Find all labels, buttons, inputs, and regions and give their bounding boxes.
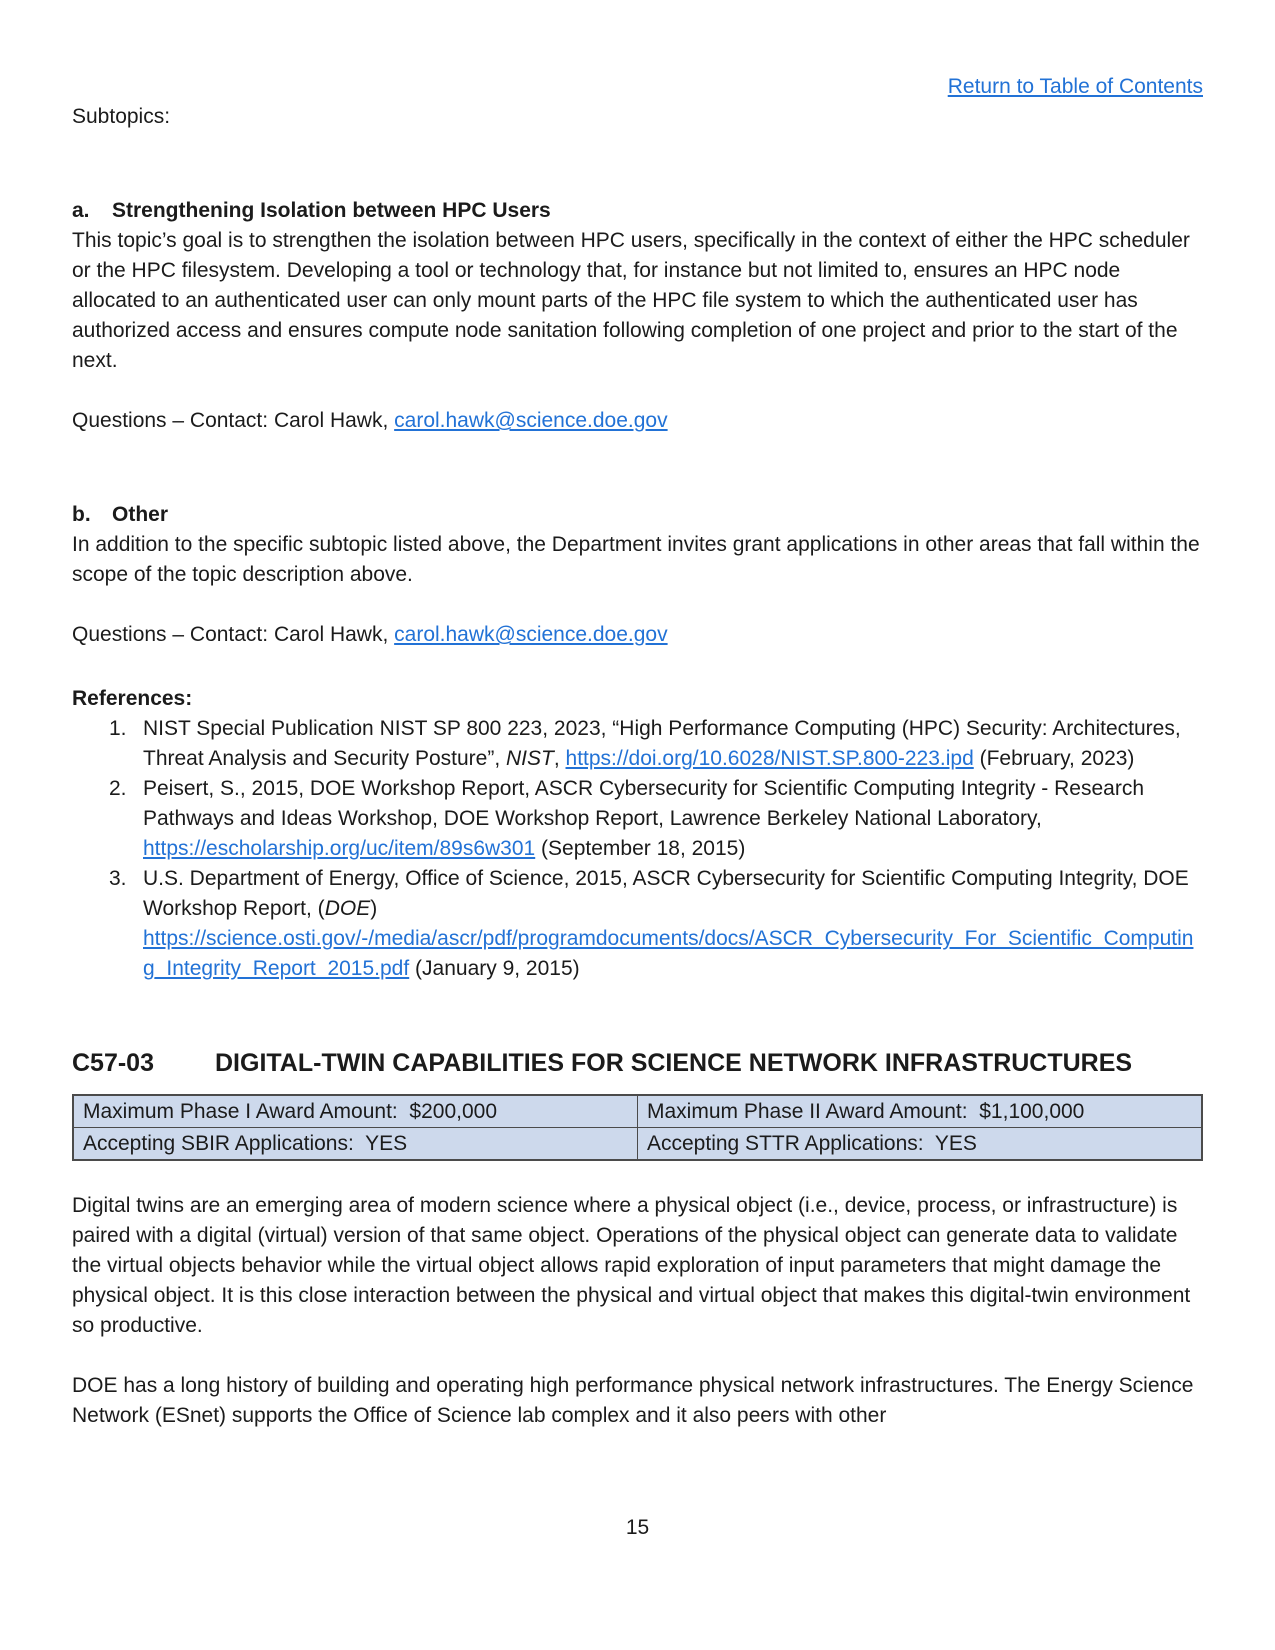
toc-link-row [72,0,1203,102]
topic-heading [72,1046,1203,1080]
subtopic-a-title: Strengthening Isolation between HPC Users [112,199,551,222]
reference-link[interactable]: https://doi.org/10.6028/NIST.SP.800-223.ipd [565,747,974,770]
award-table [72,1094,1203,1161]
reference-text: ) [370,897,378,920]
topic-paragraph: Digital twins are an emerging area of modern science where a physical object (i.e., device, process, or infrastructure) is paired with a digital (virtual) version of that same object. Operations of the physical object can generate data to validate the virtual objects behavior while the virtual object allows rapid exploration of input parameters that might damage the physical object. It is this close interaction between the physical and virtual object that makes this digital-twin environment so productive. [72,1194,1191,1337]
reference-text: NIST Special Publication NIST SP 800 223, 2023, “High Performance Computing (HPC) Security: Architectures, Threat Analysis and Security Posture”, [143,717,1181,770]
reference-text: , [553,747,566,770]
reference-text: U.S. Department of Energy, Office of Science, 2015, ASCR Cybersecurity for Scientific Computing Integrity, DOE Workshop Report, ( [143,867,1189,920]
award-table-row [73,1128,1202,1161]
reference-link[interactable]: https://escholarship.org/uc/item/89s6w301 [143,837,536,860]
reference-link[interactable]: https://science.osti.gov/-/media/ascr/pdf/programdocuments/docs/ASCR_Cybersecurity_For_Scientific_Computing_Integrity_Report_2015.pdf [143,927,1194,980]
reference-text: (September 18, 2015) [535,837,746,860]
reference-text: Peisert, S., 2015, DOE Workshop Report, ASCR Cybersecurity for Scientific Computing Integrity - Research Pathways and Ideas Workshop, DOE Workshop Report, Lawrence Berkeley National Laboratory, [143,777,1145,830]
subtopic-b-body: In addition to the specific subtopic listed above, the Department invites grant applications in other areas that fall within the scope of the topic description above. [72,533,1200,586]
award-table-cell: Maximum Phase II Award Amount: $1,100,000 [638,1095,1203,1128]
topic-paragraph: DOE has a long history of building and operating high performance physical network infrastructures. The Energy Science Network (ESnet) supports the Office of Science lab complex and it also peers with other [72,1374,1194,1427]
reference-item [72,714,1203,774]
contact-prefix: Questions – Contact: Carol Hawk, [72,623,395,646]
award-table-cell: Maximum Phase I Award Amount: $200,000 [73,1095,638,1128]
topic-code: C57-03 [72,1049,154,1077]
references-list [72,714,1203,984]
award-table-row [73,1095,1202,1128]
topic-paragraphs [72,1191,1203,1431]
references-heading: References: [72,687,193,710]
contact-prefix: Questions – Contact: Carol Hawk, [72,409,395,432]
subtopic-a-body: This topic’s goal is to strengthen the isolation between HPC users, specifically in the context of either the HPC scheduler or the HPC filesystem. Developing a tool or technology that, for instance but not limited to, ensures an HPC node allocated to an authenticated user can only mount parts of the HPC file system to which the authenticated user has authorized access and ensures compute node sanitation following completion of one project and prior to the start of the next. [72,229,1190,372]
topic-title: DIGITAL-TWIN CAPABILITIES FOR SCIENCE NETWORK INFRASTRUCTURES [215,1049,1133,1077]
reference-text-italic: DOE [324,897,371,920]
award-table-cell: Accepting STTR Applications: YES [638,1128,1203,1161]
reference-text: (February, 2023) [973,747,1135,770]
subtopic-b-title: Other [112,503,169,526]
award-table-cell: Accepting SBIR Applications: YES [73,1128,638,1161]
subtopic-a-letter: a. [72,199,90,222]
reference-text-italic: NIST [506,747,554,770]
return-to-toc-link[interactable]: Return to Table of Contents [947,75,1203,98]
award-table-body [73,1095,1202,1160]
reference-number: 2. [109,777,127,800]
page-number: 15 [625,1516,650,1539]
reference-number: 3. [109,867,127,890]
subtopic-b-contact [72,620,1203,650]
subtopic-a-heading [72,196,1203,226]
subtopic-b-heading [72,500,1203,530]
reference-item [72,774,1203,864]
contact-email-link[interactable]: carol.hawk@science.doe.gov [394,409,668,432]
reference-number: 1. [109,717,127,740]
subtopic-b-letter: b. [72,503,91,526]
subtopics-label: Subtopics: [72,105,171,128]
reference-item [72,864,1203,984]
reference-text: (January 9, 2015) [409,957,580,980]
contact-email-link[interactable]: carol.hawk@science.doe.gov [394,623,668,646]
subtopic-a-contact [72,406,1203,436]
